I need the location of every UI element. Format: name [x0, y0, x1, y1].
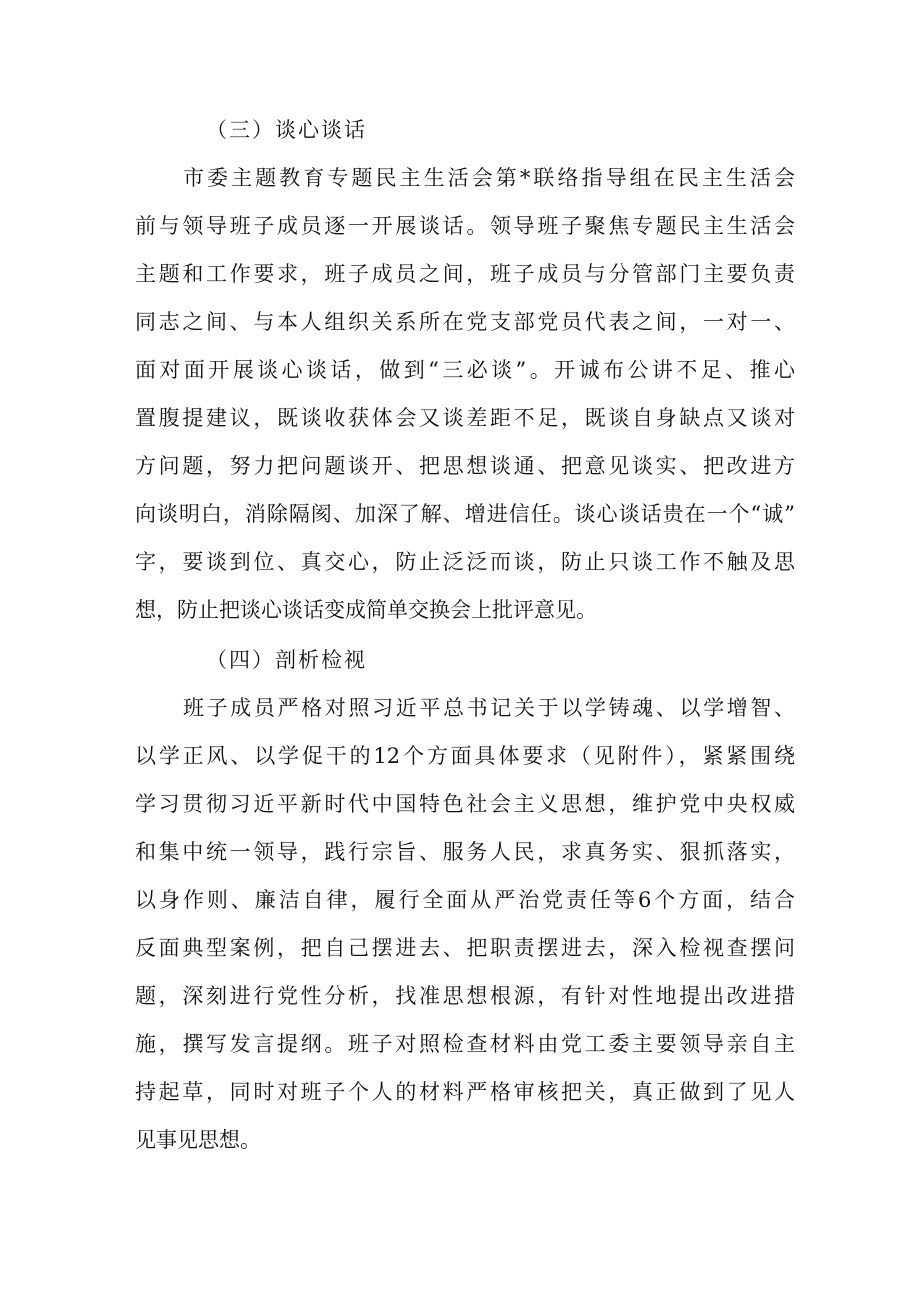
- text-line: 以身作则、廉洁自律，履行全面从严治党责任等6个方面，结合: [135, 888, 795, 912]
- text-line: 方问题，努力把问题谈开、把思想谈通、把意见谈实、把改进方: [135, 454, 795, 478]
- text-line: 市委主题教育专题民主生活会第*联络指导组在民主生活会: [183, 166, 795, 190]
- section-heading-analysis: （四）剖析检视: [206, 648, 367, 672]
- section-heading-talks: （三）谈心谈话: [206, 118, 367, 142]
- text-line: 向谈明白，消除隔阂、加深了解、增进信任。谈心谈话贵在一个“诚”: [135, 502, 795, 526]
- text-line: 反面典型案例，把自己摆进去、把职责摆进去，深入检视查摆问: [135, 936, 795, 960]
- text-line: 题，深刻进行党性分析，找准思想根源，有针对性地提出改进措: [135, 984, 795, 1008]
- text-line: 字，要谈到位、真交心，防止泛泛而谈，防止只谈工作不触及思: [135, 550, 795, 574]
- text-line: 想，防止把谈心谈话变成简单交换会上批评意见。: [135, 598, 597, 622]
- text-line: 班子成员严格对照习近平总书记关于以学铸魂、以学增智、: [183, 696, 795, 720]
- text-line: 面对面开展谈心谈话，做到“三必谈”。开诚布公讲不足、推心: [135, 358, 795, 382]
- text-line: 见事见思想。: [135, 1128, 261, 1152]
- text-line: 学习贯彻习近平新时代中国特色社会主义思想，维护党中央权威: [135, 792, 795, 816]
- text-line: 同志之间、与本人组织关系所在党支部党员代表之间，一对一、: [135, 310, 795, 334]
- paragraph-analysis: [135, 684, 795, 1164]
- text-line: 置腹提建议，既谈收获体会又谈差距不足，既谈自身缺点又谈对: [135, 406, 795, 430]
- paragraph-talks: [135, 154, 795, 634]
- text-line: 持起草，同时对班子个人的材料严格审核把关，真正做到了见人: [135, 1080, 795, 1104]
- text-line: 和集中统一领导，践行宗旨、服务人民，求真务实、狠抓落实，: [135, 840, 795, 864]
- text-line: 前与领导班子成员逐一开展谈话。领导班子聚焦专题民主生活会: [135, 214, 795, 238]
- text-line: 主题和工作要求，班子成员之间，班子成员与分管部门主要负责: [135, 262, 795, 286]
- text-line: 施，撰写发言提纲。班子对照检查材料由党工委主要领导亲自主: [135, 1032, 795, 1056]
- text-line: 以学正风、以学促干的12个方面具体要求（见附件），紧紧围绕: [135, 744, 795, 768]
